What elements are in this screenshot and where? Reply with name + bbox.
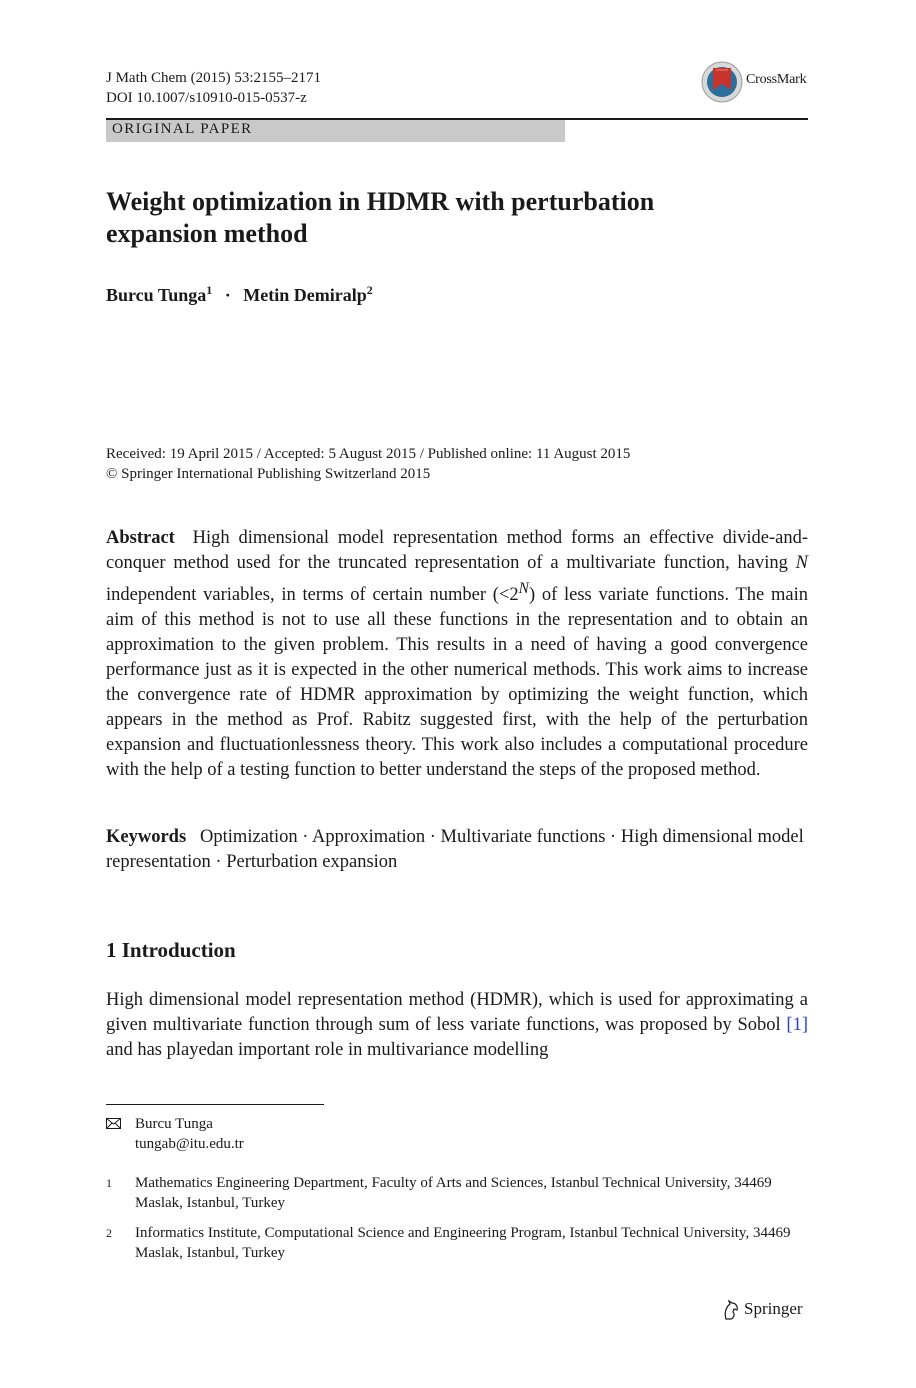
doi[interactable]: DOI 10.1007/s10910-015-0537-z (106, 90, 307, 106)
abstract-text: High dimensional model representation method forms an effective divide-and-conquer method used for the truncated representation of a multivariate function, having (106, 528, 808, 573)
keywords-text: Optimization · Approximation · Multivariate functions · High dimensional model representation · Perturbation expansion (106, 827, 804, 872)
corresponding-author-email[interactable]: tungab@itu.edu.tr (135, 1136, 244, 1152)
footnote-mark: 2 (106, 1226, 112, 1240)
author-list (106, 283, 373, 306)
affiliation-text: Mathematics Engineering Department, Faculty of Arts and Sciences, Istanbul Technical University, 34469 Maslak, Istanbul, Turkey (135, 1175, 772, 1211)
crossmark-icon (700, 60, 744, 104)
section-heading: 1 Introduction (106, 938, 236, 962)
footnote-rule (106, 1104, 324, 1105)
author-separator: · (224, 285, 231, 305)
article-type: ORIGINAL PAPER (112, 121, 253, 137)
author-name[interactable]: Burcu Tunga (106, 285, 207, 305)
article-type-band (106, 120, 565, 142)
envelope-icon (106, 1118, 122, 1130)
abstract-label: Abstract (106, 528, 175, 548)
author-name[interactable]: Metin Demiralp (243, 285, 367, 305)
publisher-name: Springer (744, 1299, 803, 1318)
copyright-line: © Springer International Publishing Switzerland 2015 (106, 466, 431, 482)
springer-horse-icon (722, 1299, 740, 1321)
intro-text: High dimensional model representation method (HDMR), which is used for approximating a given multivariate function through sum of less variate functions, was proposed by Sobol (106, 990, 808, 1035)
crossmark-badge[interactable] (700, 60, 810, 104)
intro-text: and has playedan important role in multivariance modelling (106, 1040, 549, 1060)
publisher-logo (722, 1298, 812, 1322)
crossmark-label: CrossMark (746, 72, 807, 87)
keywords (106, 825, 808, 875)
author-affiliation-mark: 1 (206, 283, 213, 297)
abstract-text: independent variables, in terms of certain number (<2 (106, 585, 519, 606)
paper-title: Weight optimization in HDMR with perturbation expansion method (106, 187, 655, 248)
affiliation-text: Informatics Institute, Computational Science and Engineering Program, Istanbul Technical University, 34469 Maslak, Istanbul, Turkey (135, 1225, 791, 1261)
keywords-label: Keywords (106, 827, 187, 847)
abstract-text: ) of less variate functions. The main aim of this method is not to use all these functions in the representation and to obtain an approximation to the given problem. This results in a need of having a good convergence performance just as it is expected in the other numerical methods. This work aims to increase the convergence rate of HDMR approximation by optimizing the weight function, which appears in the method as Prof. Rabitz suggested first, with the help of the perturbation expansion and fluctuationlessness theory. This work also includes a computational procedure with the help of a testing function to better understand the steps of the proposed method. (106, 585, 808, 781)
abstract (106, 526, 808, 783)
superscript-n: N (518, 580, 529, 597)
citation-link[interactable]: [1] (786, 1015, 808, 1035)
author-affiliation-mark: 2 (366, 283, 373, 297)
introduction-paragraph (106, 988, 808, 1063)
publication-history: Received: 19 April 2015 / Accepted: 5 August 2015 / Published online: 11 August 2015 (106, 446, 631, 462)
corresponding-author-name: Burcu Tunga (135, 1116, 213, 1132)
footnote-mark: 1 (106, 1176, 112, 1190)
variable-n: N (795, 553, 808, 573)
journal-reference: J Math Chem (2015) 53:2155–2171 (106, 70, 321, 86)
